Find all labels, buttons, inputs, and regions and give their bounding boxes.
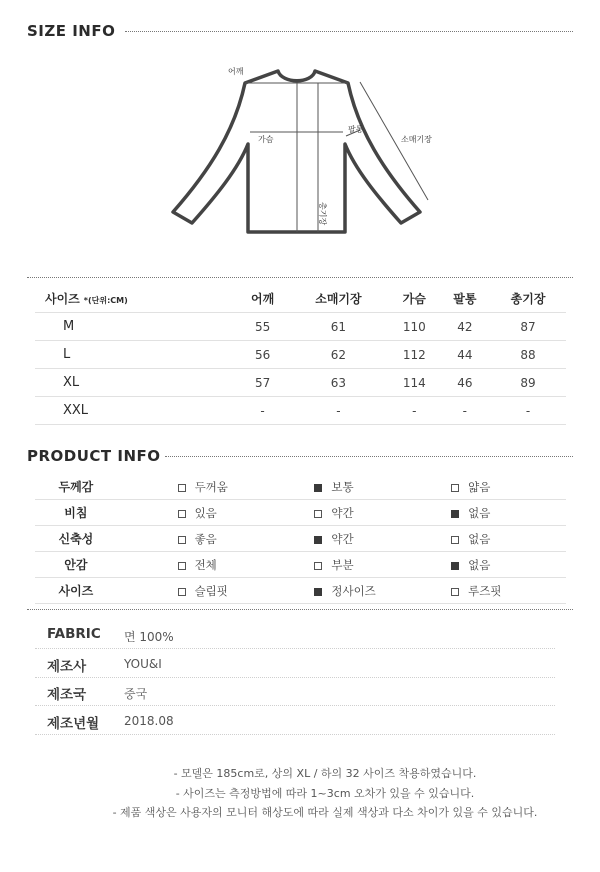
product-option — [429, 578, 566, 604]
option-label: 없음 — [468, 557, 491, 572]
spacer — [117, 500, 156, 526]
diagram-label-chest: 가슴 — [258, 135, 274, 144]
size-table-header — [35, 285, 566, 313]
product-info-row — [35, 578, 566, 604]
spacer — [117, 474, 156, 500]
cell: 61 — [330, 319, 347, 334]
unchecked-box-icon — [178, 562, 186, 570]
product-option — [429, 474, 566, 500]
table-row — [35, 341, 566, 369]
product-option — [156, 578, 293, 604]
cell: 44 — [457, 347, 473, 362]
option-label: 보통 — [331, 479, 354, 494]
option-label: 얇음 — [468, 479, 491, 494]
fabric-divider — [27, 609, 573, 610]
option-label: 전체 — [194, 557, 217, 572]
note-line: - 모델은 185cm로, 상의 XL / 하의 32 사이즈 착용하였습니다. — [173, 767, 477, 780]
row-size: M — [63, 319, 75, 334]
product-option — [429, 500, 566, 526]
fabric-value: 2018.08 — [124, 713, 174, 728]
cell: 57 — [254, 375, 271, 390]
product-info-label: 두께감 — [58, 480, 94, 494]
unchecked-box-icon — [451, 484, 459, 492]
product-option — [292, 578, 429, 604]
option-label: 약간 — [331, 505, 354, 520]
table-row — [35, 369, 566, 397]
option-label: 없음 — [468, 505, 491, 520]
row-size: XXL — [63, 403, 89, 418]
product-info-row — [35, 552, 566, 578]
fabric-label: 제조국 — [47, 687, 87, 703]
fabric-value: YOU&I — [124, 656, 162, 671]
table-row — [35, 313, 566, 341]
size-info-divider — [125, 31, 573, 32]
cell: 112 — [402, 347, 426, 362]
header-chest: 가슴 — [402, 292, 426, 306]
diagram-label-length: 총기장 — [318, 202, 327, 226]
fabric-row — [35, 649, 555, 678]
size-table — [35, 285, 566, 425]
option-label: 정사이즈 — [331, 583, 376, 598]
cell: 46 — [457, 375, 473, 390]
product-info-label: 사이즈 — [58, 584, 94, 598]
unchecked-box-icon — [451, 588, 459, 596]
option-label: 약간 — [331, 531, 354, 546]
notes — [0, 764, 600, 823]
jacket-size-diagram — [160, 50, 460, 250]
product-info-title: PRODUCT INFO — [27, 447, 161, 465]
checked-box-icon — [314, 588, 322, 596]
product-info-row — [35, 500, 566, 526]
spacer — [117, 578, 156, 604]
option-label: 좋음 — [194, 531, 217, 546]
size-table-divider — [27, 277, 573, 278]
fabric-row — [35, 677, 555, 706]
diagram-label-sleeve: 소매기장 — [401, 135, 432, 144]
product-option — [292, 526, 429, 552]
unit-label: *(단위:CM) — [83, 296, 128, 305]
table-row — [35, 397, 566, 425]
cell: 87 — [520, 319, 536, 334]
product-info-table — [35, 474, 566, 604]
unchecked-box-icon — [178, 510, 186, 518]
product-option — [156, 526, 293, 552]
unchecked-box-icon — [451, 536, 459, 544]
cell: 110 — [402, 319, 426, 334]
unchecked-box-icon — [178, 536, 186, 544]
checked-box-icon — [451, 510, 459, 518]
product-info-label: 안감 — [64, 558, 88, 572]
spacer — [117, 552, 156, 578]
product-option — [292, 552, 429, 578]
option-label: 있음 — [194, 505, 217, 520]
cell: 88 — [520, 347, 536, 362]
header-armhole: 팔통 — [453, 292, 477, 306]
product-option — [429, 552, 566, 578]
fabric-value: 면 100% — [124, 630, 174, 644]
checked-box-icon — [314, 484, 322, 492]
product-option — [156, 474, 293, 500]
unchecked-box-icon — [178, 588, 186, 596]
product-option — [292, 474, 429, 500]
option-label: 루즈핏 — [468, 583, 502, 598]
product-option — [292, 500, 429, 526]
cell: 55 — [254, 319, 271, 334]
option-label: 부분 — [331, 557, 354, 572]
row-size: XL — [63, 375, 80, 390]
fabric-label: 제조년월 — [47, 715, 100, 732]
fabric-label: FABRIC — [47, 626, 101, 642]
cell: 62 — [330, 347, 347, 362]
option-label: 없음 — [468, 531, 491, 546]
product-option — [429, 526, 566, 552]
cell: 56 — [254, 347, 271, 362]
note-line: - 제품 색상은 사용자의 모니터 해상도에 따라 실제 색상과 다소 차이가 있을 수 있습니다. — [112, 806, 538, 819]
row-size: L — [63, 347, 71, 362]
cell: - — [260, 403, 265, 418]
unchecked-box-icon — [314, 562, 322, 570]
cell: - — [412, 403, 417, 418]
cell: - — [336, 403, 341, 418]
option-label: 슬림핏 — [194, 583, 228, 598]
cell: 42 — [457, 319, 473, 334]
checked-box-icon — [314, 536, 322, 544]
product-info-row — [35, 474, 566, 500]
product-option — [156, 552, 293, 578]
header-sleeve: 소매기장 — [315, 292, 362, 306]
header-size: 사이즈 *(단위:CM) — [45, 292, 128, 306]
spacer — [117, 526, 156, 552]
unchecked-box-icon — [178, 484, 186, 492]
diagram-label-armhole: 팔통 — [348, 125, 364, 134]
fabric-row — [35, 706, 555, 735]
checked-box-icon — [451, 562, 459, 570]
product-option — [156, 500, 293, 526]
header-length: 총기장 — [510, 292, 546, 306]
product-info-divider — [165, 456, 573, 457]
cell: 63 — [330, 375, 347, 390]
note-line: - 사이즈는 측정방법에 따라 1~3cm 오차가 있을 수 있습니다. — [175, 786, 475, 800]
product-info-row — [35, 526, 566, 552]
size-info-title: SIZE INFO — [27, 22, 116, 40]
option-label: 두꺼움 — [194, 479, 228, 494]
fabric-label: 제조사 — [47, 658, 87, 675]
cell: 89 — [520, 375, 536, 390]
unchecked-box-icon — [314, 510, 322, 518]
cell: - — [525, 403, 531, 418]
header-shoulder: 어깨 — [250, 292, 275, 306]
cell: - — [462, 403, 467, 418]
product-info-label: 신축성 — [58, 532, 94, 546]
product-info-label: 비침 — [64, 506, 88, 520]
cell: 114 — [402, 375, 426, 390]
fabric-value: 중국 — [124, 687, 148, 701]
diagram-label-shoulder: 어깨 — [228, 67, 244, 76]
fabric-row — [35, 620, 555, 649]
